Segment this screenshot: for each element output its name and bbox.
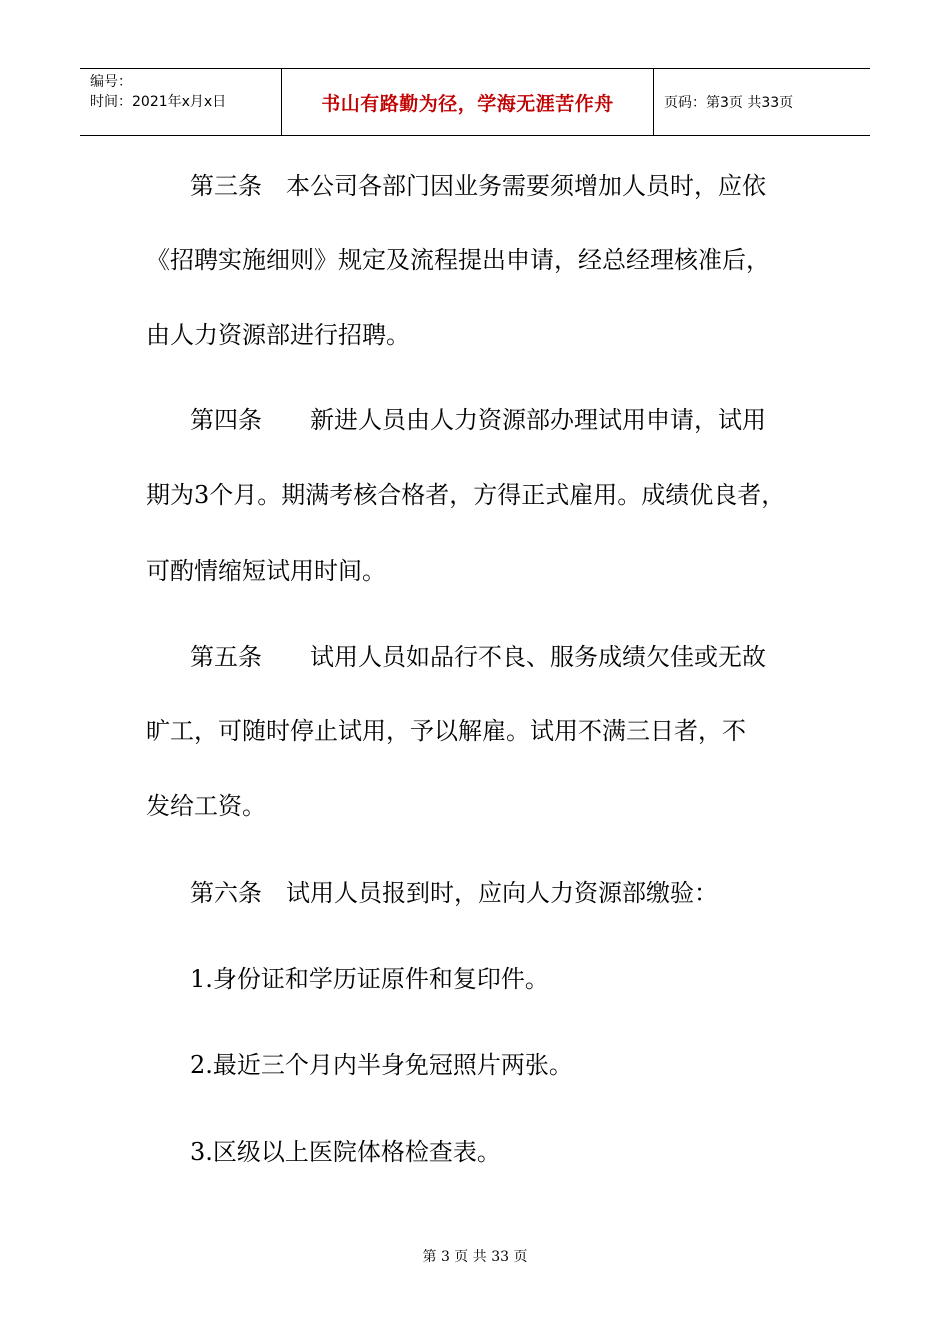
article-3-line-1: 第三条 本公司各部门因业务需要须增加人员时，应依 (190, 172, 766, 200)
header-number-label: 编号： (90, 74, 132, 90)
article-5-line-3: 发给工资。 (146, 792, 266, 820)
article-4-line-1: 第四条 新进人员由人力资源部办理试用申请，试用 (190, 406, 766, 434)
list-item-1: 1.身份证和学历证原件和复印件。 (190, 965, 549, 993)
list-item-2: 2.最近三个月内半身免冠照片两张。 (190, 1051, 573, 1079)
header-time-label: 时间：2021年x月x日 (90, 94, 227, 110)
article-4-line-3: 可酌情缩短试用时间。 (146, 557, 386, 585)
article-4-line-2: 期为3个月。期满考核合格者，方得正式雇用。成绩优良者， (146, 481, 786, 509)
page-header (80, 68, 870, 136)
page-footer: 第 3 页 共 33 页 (422, 1249, 528, 1265)
article-6-line-1: 第六条 试用人员报到时，应向人力资源部缴验： (190, 879, 718, 907)
article-3-line-3: 由人力资源部进行招聘。 (146, 321, 410, 349)
article-5-line-2: 旷工，可随时停止试用，予以解雇。试用不满三日者，不 (146, 717, 746, 745)
article-3-line-2: 《招聘实施细则》规定及流程提出申请，经总经理核准后， (146, 246, 770, 274)
header-motto: 书山有路勤为径，学海无涯苦作舟 (282, 69, 654, 135)
list-item-3: 3.区级以上医院体格检查表。 (190, 1138, 501, 1166)
header-page-info: 页码：第3页 共33页 (664, 95, 794, 111)
header-meta (80, 69, 282, 135)
article-5-line-1: 第五条 试用人员如品行不良、服务成绩欠佳或无故 (190, 643, 766, 671)
